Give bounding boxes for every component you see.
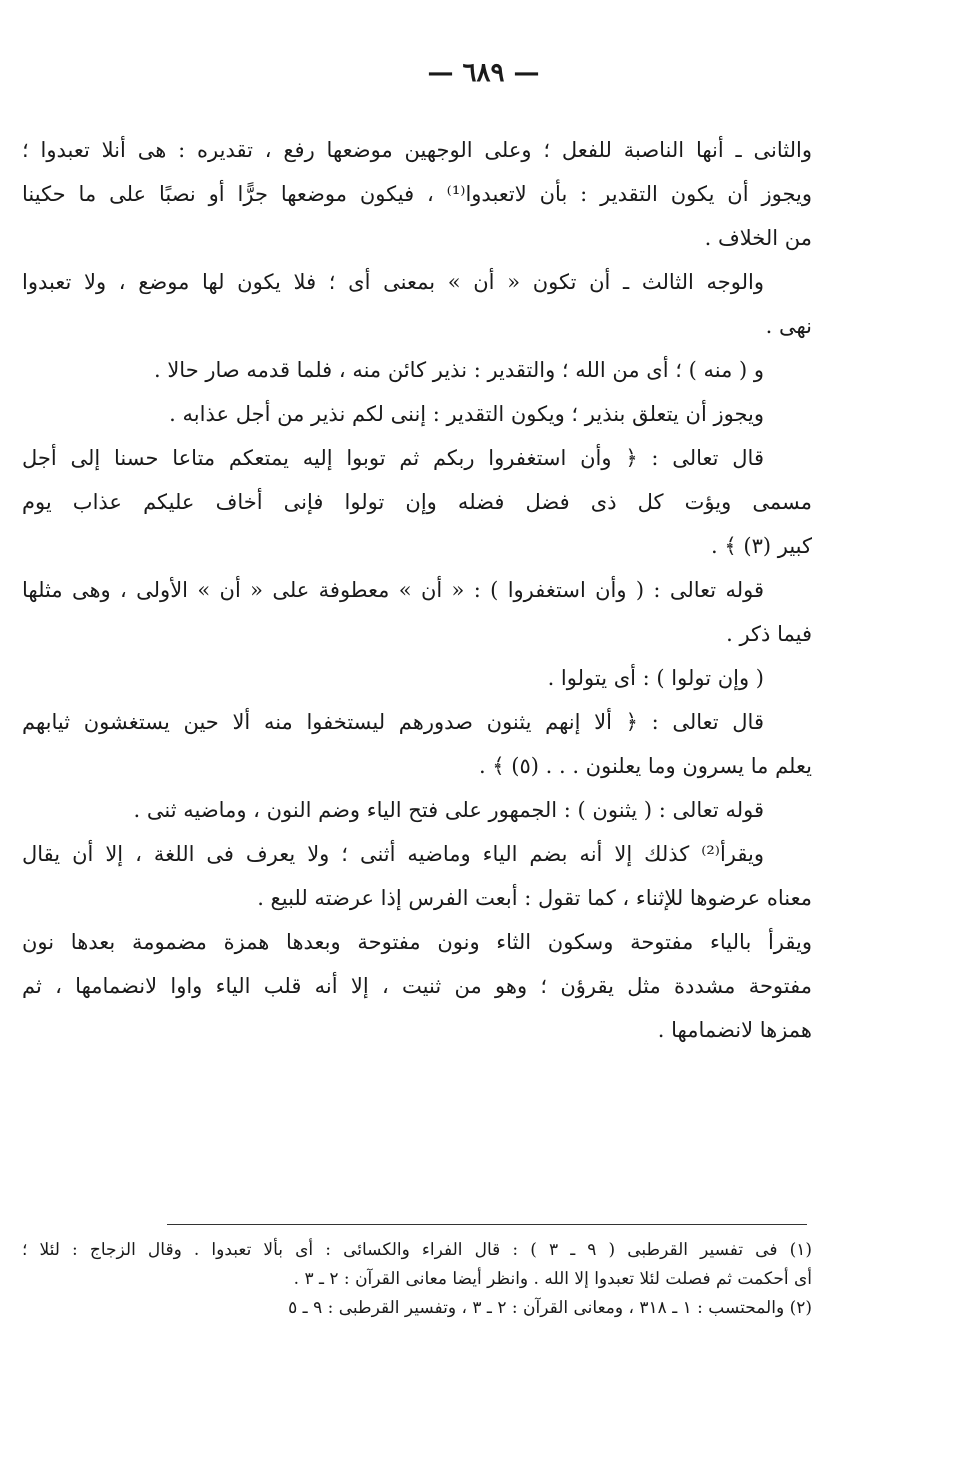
- footnote-divider: [167, 1224, 807, 1225]
- footnote-line: (٢) والمحتسب : ١ ـ ٣١٨ ، ومعانى القرآن : ٢ ـ ٣ ، وتفسير القرطبى : ٩ ـ ٥: [288, 1298, 812, 1318]
- footnote-line: أى أحكمت ثم فصلت لئلا تعبدوا إلا الله . وانظر أيضا معانى القرآن : ٢ ـ ٣ .: [293, 1269, 812, 1289]
- text-line: مسمى ويؤت كل ذى فضل فضله وإن تولوا فإنى أخاف عليكم عذاب يوم: [22, 490, 812, 514]
- text-line: قال تعالى : ﴿ وأن استغفروا ربكم ثم توبوا إليه يمتعكم متاعا حسنا إلى أجل: [22, 446, 764, 470]
- text-line: والوجه الثالث ـ أن تكون « أن » بمعنى أى ؛ فلا يكون لها موضع ، ولا تعبدوا: [22, 270, 764, 294]
- text-line: معناه عرضوها للإثناء ، كما تقول : أبعت الفرس إذا عرضته للبيع .: [257, 886, 812, 910]
- text-line: ويجوز أن يتعلق بنذير ؛ ويكون التقدير : إننى لكم نذير من أجل عذابه .: [169, 402, 764, 426]
- text-line: فيما ذكر .: [726, 622, 812, 646]
- text-line: يعلم ما يسرون وما يعلنون . . . (٥) ﴾ .: [478, 754, 812, 778]
- text-line: قال تعالى : ﴿ ألا إنهم يثنون صدورهم ليستخفوا منه ألا حين يستغشون ثيابهم: [22, 710, 764, 734]
- text-line: ويقرأ⁽²⁾ كذلك إلا أنه بضم الياء وماضيه أثنى ؛ ولا يعرف فى اللغة ، إلا أن يقال: [22, 842, 764, 866]
- main-text: [22, 128, 812, 1052]
- text-line: من الخلاف .: [704, 226, 812, 250]
- text-line: والثانى ـ أنها الناصبة للفعل ؛ وعلى الوجهين موضعها رفع ، تقديره : هى أنلا تعبدوا ؛: [22, 138, 812, 162]
- text-line: كبير (٣) ﴾ .: [711, 534, 812, 558]
- text-line: ويقرأ بالياء مفتوحة وسكون الثاء ونون مفتوحة وبعدها همزة مضمومة بعدها نون: [22, 930, 812, 954]
- text-line: قوله تعالى : ( يثنون ) : الجمهور على فتح الياء وضم النون ، وماضيه ثنى .: [133, 798, 764, 822]
- text-line: همزها لانضمامها .: [657, 1018, 812, 1042]
- footnote-line: (١) فى تفسير القرطبى ( ٩ ـ ٣ ) : قال الفراء والكسائى : أى بألا تعبدوا . وقال الزجاج : لئلا ؛: [22, 1240, 812, 1260]
- footnotes: [22, 1236, 812, 1323]
- text-line: نهى .: [765, 314, 812, 338]
- page-number: — ٦٨٩ —: [427, 58, 540, 88]
- text-line: و ( منه ) ؛ أى من الله ؛ والتقدير : نذير كائن منه ، فلما قدمه صار حالا .: [153, 358, 764, 382]
- text-line: ( وإن تولوا ) : أى يتولوا .: [547, 666, 764, 690]
- text-line: مفتوحة مشددة مثل يقرؤن ؛ وهو من ثنيت ، إلا أنه قلب الياء واوا لانضمامها ، ثم: [22, 974, 812, 998]
- text-line: قوله تعالى : ( وأن استغفروا ) : « أن » معطوفة على « أن » الأولى ، وهى مثلها: [22, 578, 764, 602]
- text-line: ويجوز أن يكون التقدير : بأن لاتعبدوا⁽¹⁾ ، فيكون موضعها جرًّا أو نصبًا على ما حكينا: [22, 182, 812, 206]
